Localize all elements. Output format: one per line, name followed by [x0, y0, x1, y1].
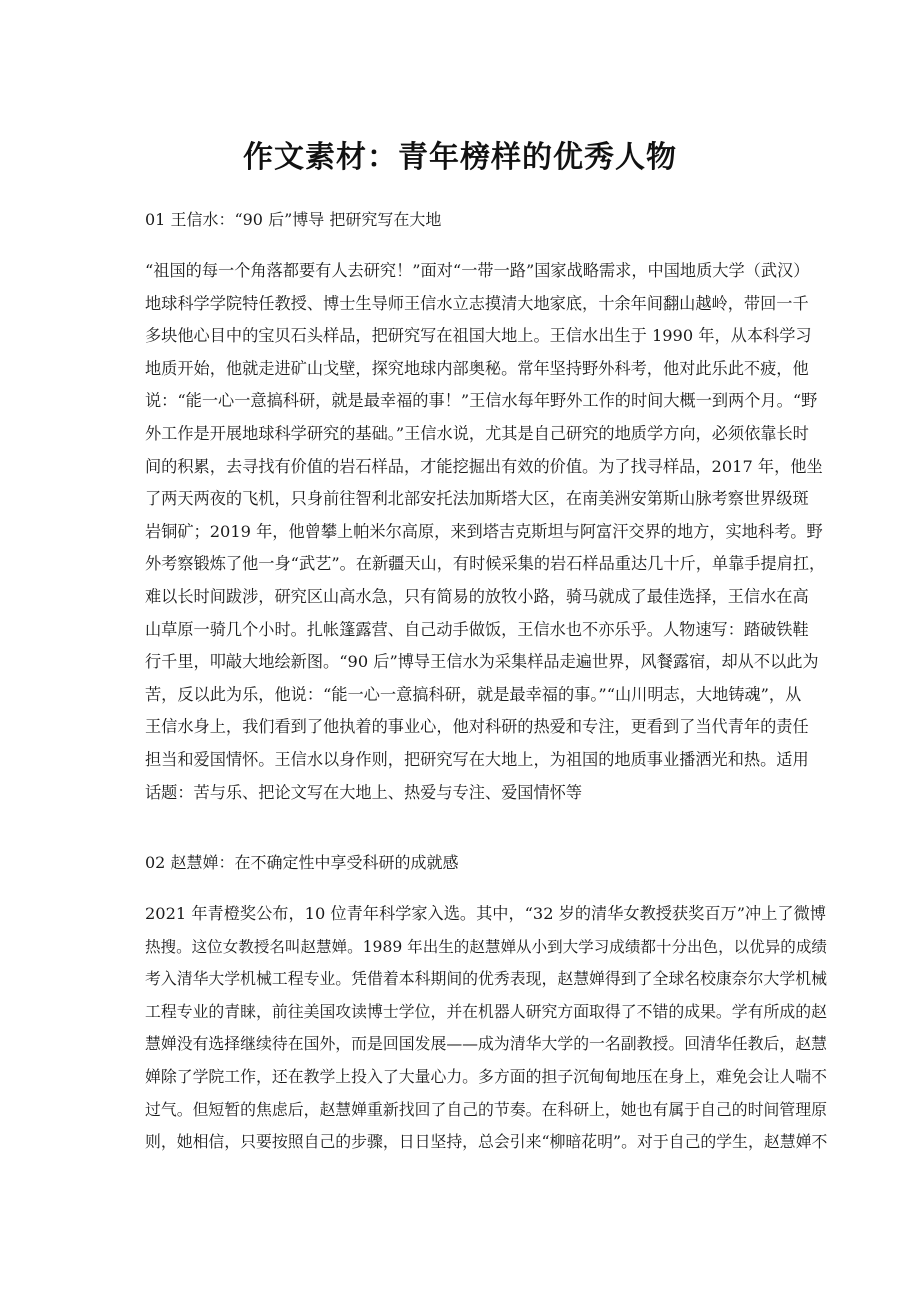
paragraph-line: “祖国的每一个角落都要有人去研究！”面对“一带一路”国家战略需求，中国地质大学（武汉）: [145, 261, 810, 280]
paragraph-line: 话题：苦与乐、把论文写在大地上、热爱与专注、爱国情怀等: [145, 782, 583, 802]
section-body-1: [145, 255, 827, 809]
section-heading-1: 01 王信水：“90 后”博导 把研究写在大地: [145, 210, 442, 229]
paragraph-line: 担当和爱国情怀。王信水以身作则，把研究写在大地上，为祖国的地质事业播洒光和热。适用: [145, 749, 809, 769]
paragraph-line: 2021 年青橙奖公布，10 位青年科学家入选。其中，“32 岁的清华女教授获奖百万”冲上了微博: [145, 904, 826, 923]
paragraph-line: 过气。但短暂的焦虑后，赵慧婵重新找回了自己的节奏。在科研上，她也有属于自己的时间管理原: [145, 1099, 827, 1119]
paragraph-line: 多块他心目中的宝贝石头样品，把研究写在祖国大地上。王信水出生于 1990 年，从本科学习: [145, 326, 812, 346]
paragraph-line: 了两天两夜的飞机，只身前往智利北部安托法加斯塔大区，在南美洲安第斯山脉考察世界级斑: [145, 489, 809, 509]
paragraph-line: 慧婵没有选择继续待在国外，而是回国发展——成为清华大学的一名副教授。回清华任教后，赵慧: [145, 1034, 827, 1054]
section-body-2: [145, 898, 827, 1159]
paragraph-line: 山草原一骑几个小时。扎帐篷露营、自己动手做饭，王信水也不亦乐乎。人物速写：踏破铁鞋: [145, 619, 809, 639]
document-title: 作文素材：青年榜样的优秀人物: [243, 140, 677, 175]
paragraph-line: 说：“能一心一意搞科研，就是最幸福的事！”王信水每年野外工作的时间大概一到两个月。“野: [145, 391, 818, 411]
paragraph-line: 岩铜矿；2019 年，他曾攀上帕米尔高原，来到塔吉克斯坦与阿富汗交界的地方，实地科考。野: [145, 521, 823, 541]
paragraph-line: 婵除了学院工作，还在教学上投入了大量心力。多方面的担子沉甸甸地压在身上，难免会让人喘不: [145, 1066, 827, 1086]
paragraph-line: 行千里，叩敲大地绘新图。“90 后”博导王信水为采集样品走遍世界，风餐露宿，却从不以此为: [145, 652, 819, 672]
paragraph-line: 难以长时间跋涉，研究区山高水急，只有简易的放牧小路，骑马就成了最佳选择，王信水在高: [145, 586, 809, 606]
paragraph-line: 工程专业的青睐，前往美国攻读博士学位，并在机器人研究方面取得了不错的成果。学有所成的赵: [145, 1001, 827, 1021]
paragraph-line: 地球科学学院特任教授、博士生导师王信水立志摸清大地家底，十余年间翻山越岭，带回一千: [145, 293, 809, 313]
paragraph-line: 则，她相信，只要按照自己的步骤，日日坚持，总会引来“柳暗花明”。对于自己的学生，赵慧婵不: [145, 1132, 828, 1152]
paragraph-line: 考入清华大学机械工程专业。凭借着本科期间的优秀表现，赵慧婵得到了全球名校康奈尔大学机械: [145, 969, 827, 989]
paragraph-line: 地质开始，他就走进矿山戈壁，探究地球内部奥秘。常年坚持野外科考，他对此乐此不疲，他: [145, 358, 809, 378]
section-heading-2: 02 赵慧婵：在不确定性中享受科研的成就感: [145, 853, 459, 872]
paragraph-line: 热搜。这位女教授名叫赵慧婵。1989 年出生的赵慧婵从小到大学习成绩都十分出色，以优异的成绩: [145, 937, 827, 956]
paragraph-line: 外考察锻炼了他一身“武艺”。在新疆天山，有时候采集的岩石样品重达几十斤，单靠手提肩扛，: [145, 554, 826, 574]
paragraph-line: 苦，反以此为乐，他说：“能一心一意搞科研，就是最幸福的事。”“山川明志，大地铸魂”，从: [145, 684, 802, 704]
paragraph-line: 外工作是开展地球科学研究的基础。”王信水说，尤其是自己研究的地质学方向，必须依靠长时: [145, 423, 809, 443]
paragraph-line: 间的积累，去寻找有价值的岩石样品，才能挖掘出有效的价值。为了找寻样品，2017 年，他坐: [145, 456, 823, 476]
paragraph-line: 王信水身上，我们看到了他执着的事业心，他对科研的热爱和专注，更看到了当代青年的责任: [145, 717, 809, 737]
